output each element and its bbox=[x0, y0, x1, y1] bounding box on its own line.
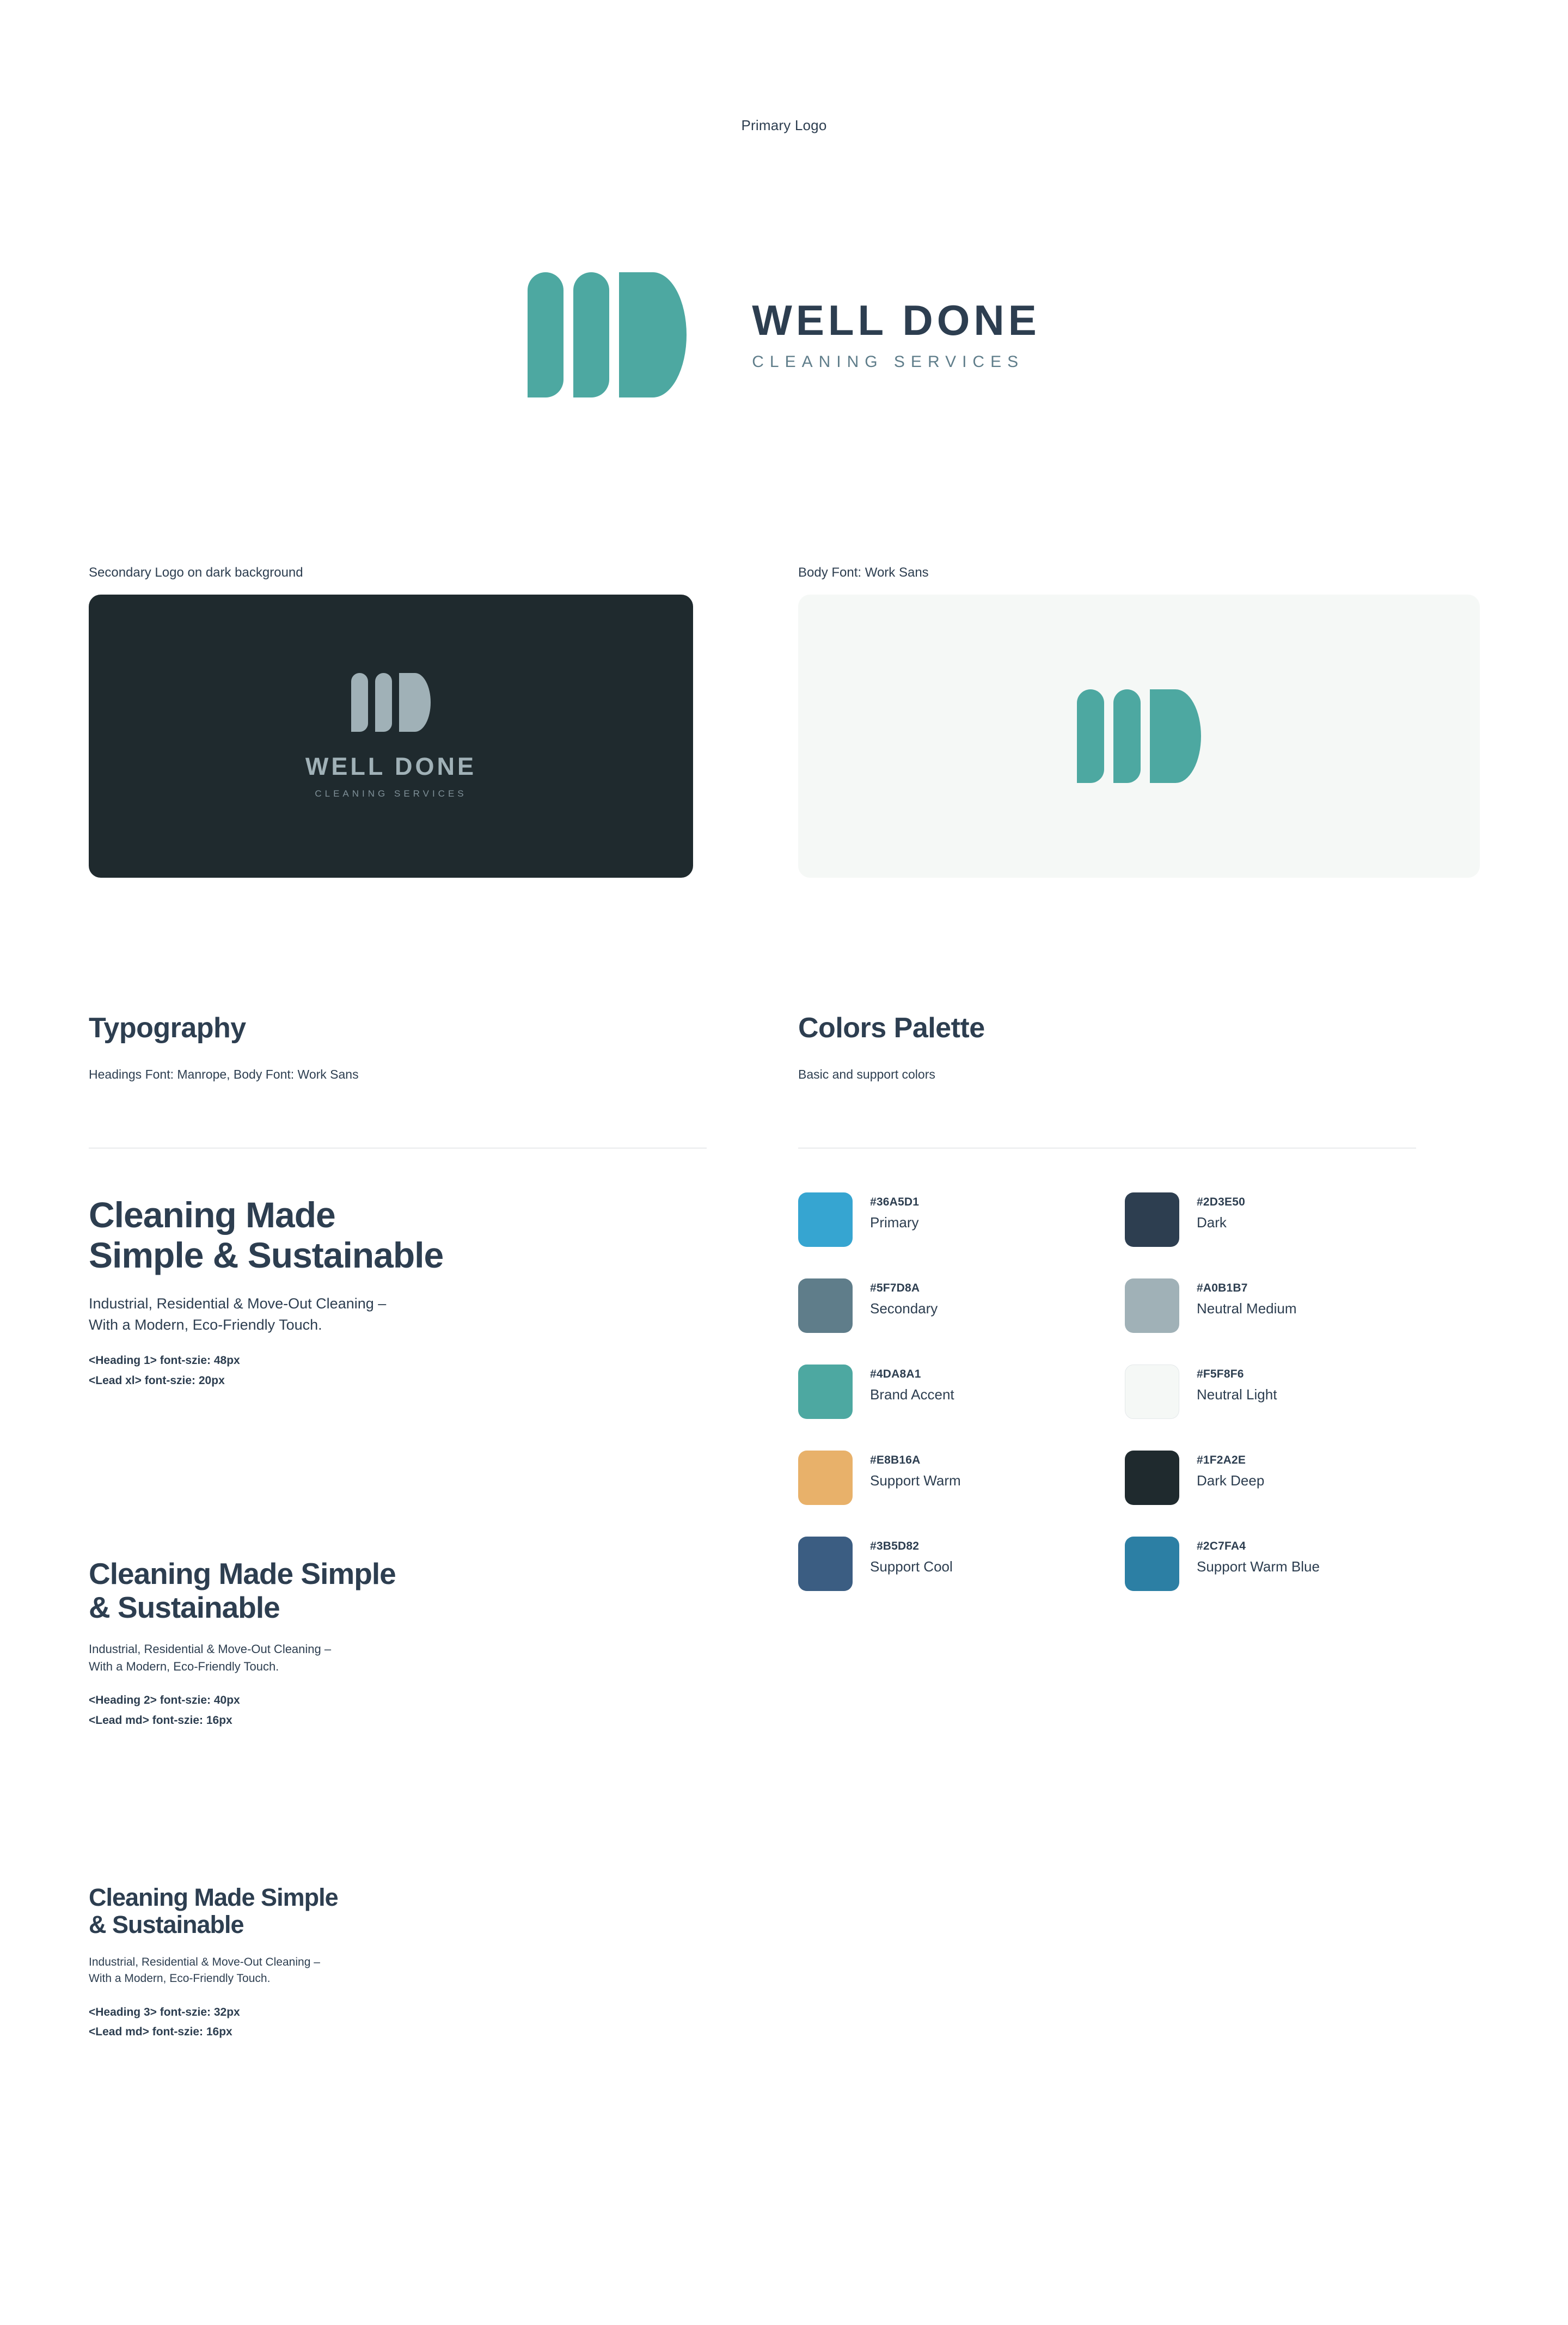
sample-lead: Industrial, Residential & Move-Out Cleaning – With a Modern, Eco-Friendly Touch. bbox=[89, 1642, 332, 1674]
brand-name-dark: WELL DONE bbox=[305, 752, 477, 780]
swatch-chip bbox=[798, 1451, 853, 1505]
swatch-chip bbox=[1125, 1192, 1179, 1247]
swatch-hex: #5F7D8A bbox=[870, 1282, 920, 1294]
swatch-row bbox=[798, 1365, 1451, 1419]
sample-lead: Industrial, Residential & Move-Out Cleaning – With a Modern, Eco-Friendly Touch. bbox=[89, 1295, 387, 1333]
color-swatch bbox=[798, 1451, 1125, 1505]
swatch-name: Neutral Light bbox=[1197, 1386, 1277, 1403]
secondary-logo-dark-card bbox=[89, 595, 693, 878]
swatch-hex: #E8B16A bbox=[870, 1454, 921, 1466]
sample-lead: Industrial, Residential & Move-Out Cleaning – With a Modern, Eco-Friendly Touch. bbox=[89, 1955, 320, 1985]
color-swatch bbox=[1125, 1451, 1451, 1505]
swatch-chip bbox=[1125, 1451, 1179, 1505]
typography-sample-h2 bbox=[89, 1557, 731, 1730]
colors-section-title: Colors Palette bbox=[798, 1012, 985, 1044]
color-swatch bbox=[798, 1365, 1125, 1419]
color-swatch bbox=[798, 1278, 1125, 1333]
swatch-hex: #A0B1B7 bbox=[1197, 1282, 1248, 1294]
color-swatch bbox=[1125, 1278, 1451, 1333]
logo-mark-light-card bbox=[798, 595, 1480, 878]
sample-headline: Cleaning Made Simple & Sustainable bbox=[89, 1195, 444, 1275]
sample-headline: Cleaning Made Simple & Sustainable bbox=[89, 1883, 338, 1939]
swatch-chip bbox=[1125, 1365, 1179, 1419]
color-swatch bbox=[1125, 1192, 1451, 1247]
swatch-name: Neutral Medium bbox=[1197, 1300, 1297, 1317]
typography-sample-h1 bbox=[89, 1195, 731, 1391]
color-swatch bbox=[798, 1192, 1125, 1247]
primary-logo-label: Primary Logo bbox=[741, 117, 827, 133]
logo-mark-icon bbox=[528, 272, 687, 397]
color-swatch bbox=[798, 1537, 1125, 1591]
color-swatch bbox=[1125, 1365, 1451, 1419]
swatch-name: Support Warm Blue bbox=[1197, 1558, 1320, 1575]
swatch-row bbox=[798, 1451, 1451, 1505]
swatch-name: Support Warm bbox=[870, 1472, 961, 1489]
color-swatch-grid bbox=[798, 1192, 1451, 1623]
swatch-name: Support Cool bbox=[870, 1558, 953, 1575]
swatch-hex: #36A5D1 bbox=[870, 1196, 920, 1208]
typography-section-subtitle: Headings Font: Manrope, Body Font: Work Sans bbox=[89, 1067, 359, 1081]
typography-section-title: Typography bbox=[89, 1012, 246, 1044]
swatch-chip bbox=[798, 1278, 853, 1333]
swatch-chip bbox=[1125, 1278, 1179, 1333]
logo-mark-icon-medium bbox=[1077, 689, 1201, 783]
logo-wordmark bbox=[752, 298, 1040, 371]
swatch-hex: #2C7FA4 bbox=[1197, 1540, 1246, 1552]
secondary-logo-label: Secondary Logo on dark background bbox=[89, 565, 303, 580]
swatch-hex: #F5F8F6 bbox=[1197, 1368, 1244, 1380]
swatch-row bbox=[798, 1192, 1451, 1247]
logo-mark-icon-small bbox=[351, 673, 431, 732]
typography-sample-h3 bbox=[89, 1884, 731, 2042]
swatch-hex: #1F2A2E bbox=[1197, 1454, 1246, 1466]
swatch-hex: #4DA8A1 bbox=[870, 1368, 921, 1380]
brand-tagline: CLEANING SERVICES bbox=[752, 352, 1025, 371]
swatch-name: Secondary bbox=[870, 1300, 938, 1317]
swatch-hex: #2D3E50 bbox=[1197, 1196, 1245, 1208]
body-font-label: Body Font: Work Sans bbox=[798, 565, 929, 580]
color-swatch bbox=[1125, 1537, 1451, 1591]
swatch-name: Dark Deep bbox=[1197, 1472, 1265, 1489]
swatch-chip bbox=[798, 1192, 853, 1247]
swatch-chip bbox=[1125, 1537, 1179, 1591]
primary-logo bbox=[0, 272, 1568, 397]
swatch-name: Primary bbox=[870, 1214, 919, 1231]
sample-meta: <Heading 2> font-szie: 40px <Lead md> font-szie: 16px bbox=[89, 1693, 240, 1727]
sample-meta: <Heading 3> font-szie: 32px <Lead md> font-szie: 16px bbox=[89, 2005, 240, 2039]
sample-meta: <Heading 1> font-szie: 48px <Lead xl> font-szie: 20px bbox=[89, 1354, 240, 1387]
swatch-chip bbox=[798, 1537, 853, 1591]
swatch-name: Dark bbox=[1197, 1214, 1227, 1231]
swatch-hex: #3B5D82 bbox=[870, 1540, 920, 1552]
colors-section-subtitle: Basic and support colors bbox=[798, 1067, 935, 1081]
brand-name: WELL DONE bbox=[752, 296, 1040, 345]
brand-tagline-dark: CLEANING SERVICES bbox=[315, 788, 467, 799]
swatch-row bbox=[798, 1278, 1451, 1333]
swatch-name: Brand Accent bbox=[870, 1386, 954, 1403]
swatch-chip bbox=[798, 1365, 853, 1419]
swatch-row bbox=[798, 1537, 1451, 1591]
sample-headline: Cleaning Made Simple & Sustainable bbox=[89, 1557, 396, 1624]
